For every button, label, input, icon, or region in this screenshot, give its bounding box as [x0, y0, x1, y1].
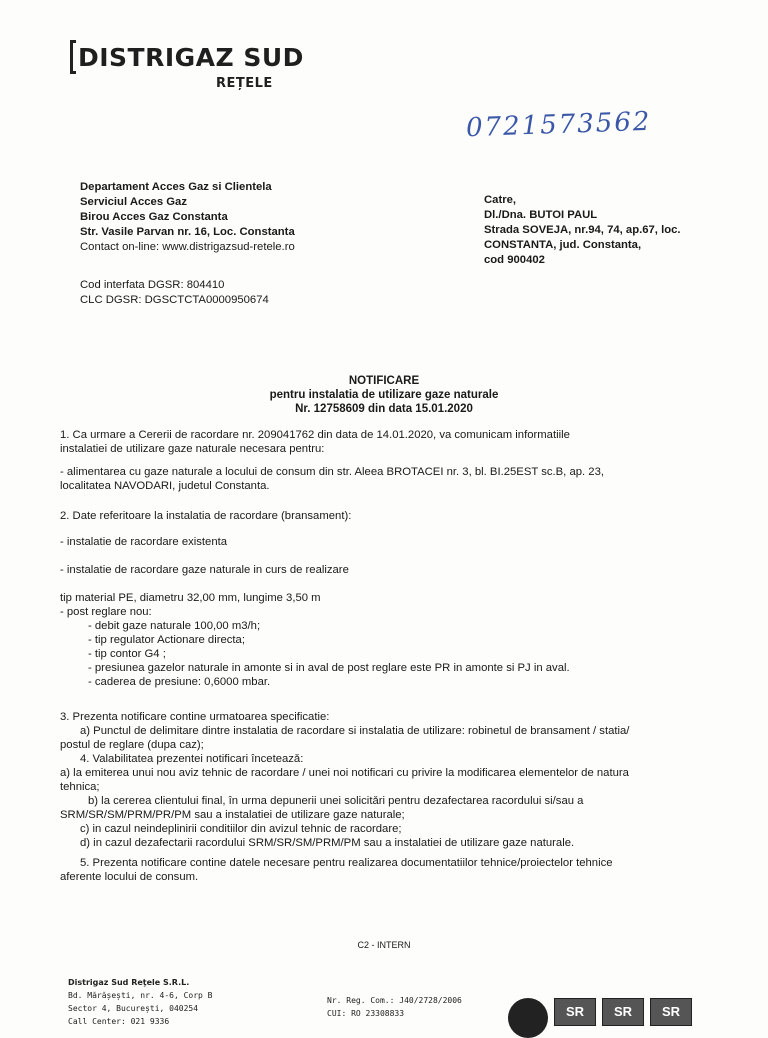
- certification-logos: [508, 998, 692, 1038]
- footer-registration: [327, 994, 462, 1020]
- title-number: Nr. 12758609 din data 15.01.2020: [295, 403, 473, 415]
- section-3-line-1: 3. Prezenta notificare contine urmatoarea specificatie:: [60, 711, 330, 723]
- recipient-city: CONSTANTA, jud. Constanta,: [484, 239, 642, 251]
- interface-code: Cod interfata DGSR: 804410: [80, 279, 225, 291]
- section-1-line-1: 1. Ca urmare a Cererii de racordare nr. 209041762 din data de 14.01.2020, va comunicam informatiile: [60, 429, 570, 441]
- certification-seal-icon: [508, 998, 548, 1038]
- footer-address-1: Bd. Mărășești, nr. 4-6, Corp B: [68, 991, 213, 1000]
- footer-reg-number: Nr. Reg. Com.: J40/2728/2006: [327, 996, 462, 1005]
- sr-cert-badge-1: SR: [554, 998, 596, 1026]
- flow-rate: - debit gaze naturale 100,00 m3/h;: [88, 620, 261, 632]
- pressure-drop: - caderea de presiune: 0,6000 mbar.: [88, 676, 271, 688]
- recipient-name: Dl./Dna. BUTOI PAUL: [484, 209, 598, 221]
- footer-call-center: Call Center: 021 9336: [68, 1017, 170, 1026]
- material-spec: tip material PE, diametru 32,00 mm, lungime 3,50 m: [60, 592, 321, 604]
- footer-company-info: [68, 976, 213, 1028]
- recipient-salutation: Catre,: [484, 194, 517, 206]
- sender-block: [80, 180, 295, 255]
- sender-service: Serviciul Acces Gaz: [80, 196, 187, 208]
- footer-address-2: Sector 4, București, 040254: [68, 1004, 199, 1013]
- section-2-heading: 2. Date referitoare la instalatia de racordare (bransament):: [60, 510, 352, 522]
- section-4-line-d: d) in cazul dezafectarii racordului SRM/SR/SM/PRM/PM sau a instalatiei de utilizare gaze naturale.: [80, 837, 575, 849]
- section-4-line-b: b) la cererea clientului final, în urma depunerii unei solicitǎri pentru dezafectarea racordului si/sau a: [88, 795, 584, 807]
- footer-company-name: Distrigaz Sud Reţele S.R.L.: [68, 978, 190, 987]
- post-reglare: - post reglare nou:: [60, 606, 152, 618]
- recipient-postal-code: cod 900402: [484, 254, 545, 266]
- sr-cert-badge-3: SR: [650, 998, 692, 1026]
- section-2-details: [60, 591, 706, 689]
- section-5-line-1: 5. Prezenta notificare contine datele necesare pentru realizarea documentatiilor tehnice/proiectelor tehnice: [80, 857, 613, 869]
- meter-type: - tip contor G4 ;: [88, 648, 166, 660]
- section-5: [60, 856, 706, 884]
- company-logo: [70, 40, 304, 74]
- section-1-line-3: - alimentarea cu gaze naturale a locului de consum din str. Aleea BROTACEI nr. 3, bl. BI.25EST sc.B, ap. 23,: [60, 466, 604, 478]
- section-4-line-c: c) in cazul neindeplinirii conditiilor din avizul tehnic de racordare;: [80, 823, 402, 835]
- section-3-line-2: a) Punctul de delimitare dintre instalatia de racordare si instalatia de utilizare: robinetul de bransament / statia/: [80, 725, 630, 737]
- section-1-line-2: instalatiei de utilizare gaze naturale necesara pentru:: [60, 443, 325, 455]
- logo-subtitle: REȚELE: [216, 76, 273, 91]
- regulator-type: - tip regulator Actionare directa;: [88, 634, 245, 646]
- sender-office: Birou Acces Gaz Constanta: [80, 211, 228, 223]
- section-4-line-a: a) la emiterea unui nou aviz tehnic de racordare / unei noi notificari cu privire la modificarea elementelor de natura: [60, 767, 629, 779]
- logo-mark: [70, 40, 76, 74]
- recipient-block: [484, 193, 681, 268]
- logo-text: DISTRIGAZ SUD: [78, 42, 304, 72]
- sender-department: Departament Acces Gaz si Clientela: [80, 181, 272, 193]
- pressure-info: - presiunea gazelor naturale in amonte si in aval de post reglare este PR in amonte si PJ in aval.: [88, 662, 570, 674]
- classification-label: C2 - INTERN: [357, 940, 411, 950]
- document-title: [0, 374, 768, 416]
- handwritten-phone-number: 0721573562: [465, 106, 652, 144]
- recipient-street: Strada SOVEJA, nr.94, 74, ap.67, loc.: [484, 224, 681, 236]
- section-4-line-b-cont: SRM/SR/SM/PRM/PR/PM sau a instalatiei de utilizare gaze naturale;: [60, 809, 405, 821]
- sender-address: Str. Vasile Parvan nr. 16, Loc. Constanta: [80, 226, 295, 238]
- sender-contact: Contact on-line: www.distrigazsud-retele.ro: [80, 241, 295, 253]
- section-4-heading: 4. Valabilitatea prezentei notificari înceteazǎ:: [80, 753, 304, 765]
- codes-block: [80, 278, 269, 308]
- section-1: [60, 428, 706, 456]
- section-2-item-1: - instalatie de racordare existenta: [60, 536, 228, 548]
- section-3: [60, 710, 706, 850]
- section-3-line-3: postul de reglare (dupa caz);: [60, 739, 204, 751]
- section-5-line-2: aferente locului de consum.: [60, 871, 199, 883]
- section-1-address: [60, 465, 706, 493]
- footer-cui: CUI: RO 23308833: [327, 1009, 405, 1018]
- section-1-line-4: localitatea NAVODARI, judetul Constanta.: [60, 480, 270, 492]
- title-heading: NOTIFICARE: [348, 375, 420, 387]
- section-2-item-2: - instalatie de racordare gaze naturale in curs de realizare: [60, 564, 349, 576]
- sr-cert-badge-2: SR: [602, 998, 644, 1026]
- clc-code: CLC DGSR: DGSCTCTA0000950674: [80, 294, 269, 306]
- title-subject: pentru instalatia de utilizare gaze naturale: [269, 389, 499, 401]
- section-4-line-a-cont: tehnica;: [60, 781, 100, 793]
